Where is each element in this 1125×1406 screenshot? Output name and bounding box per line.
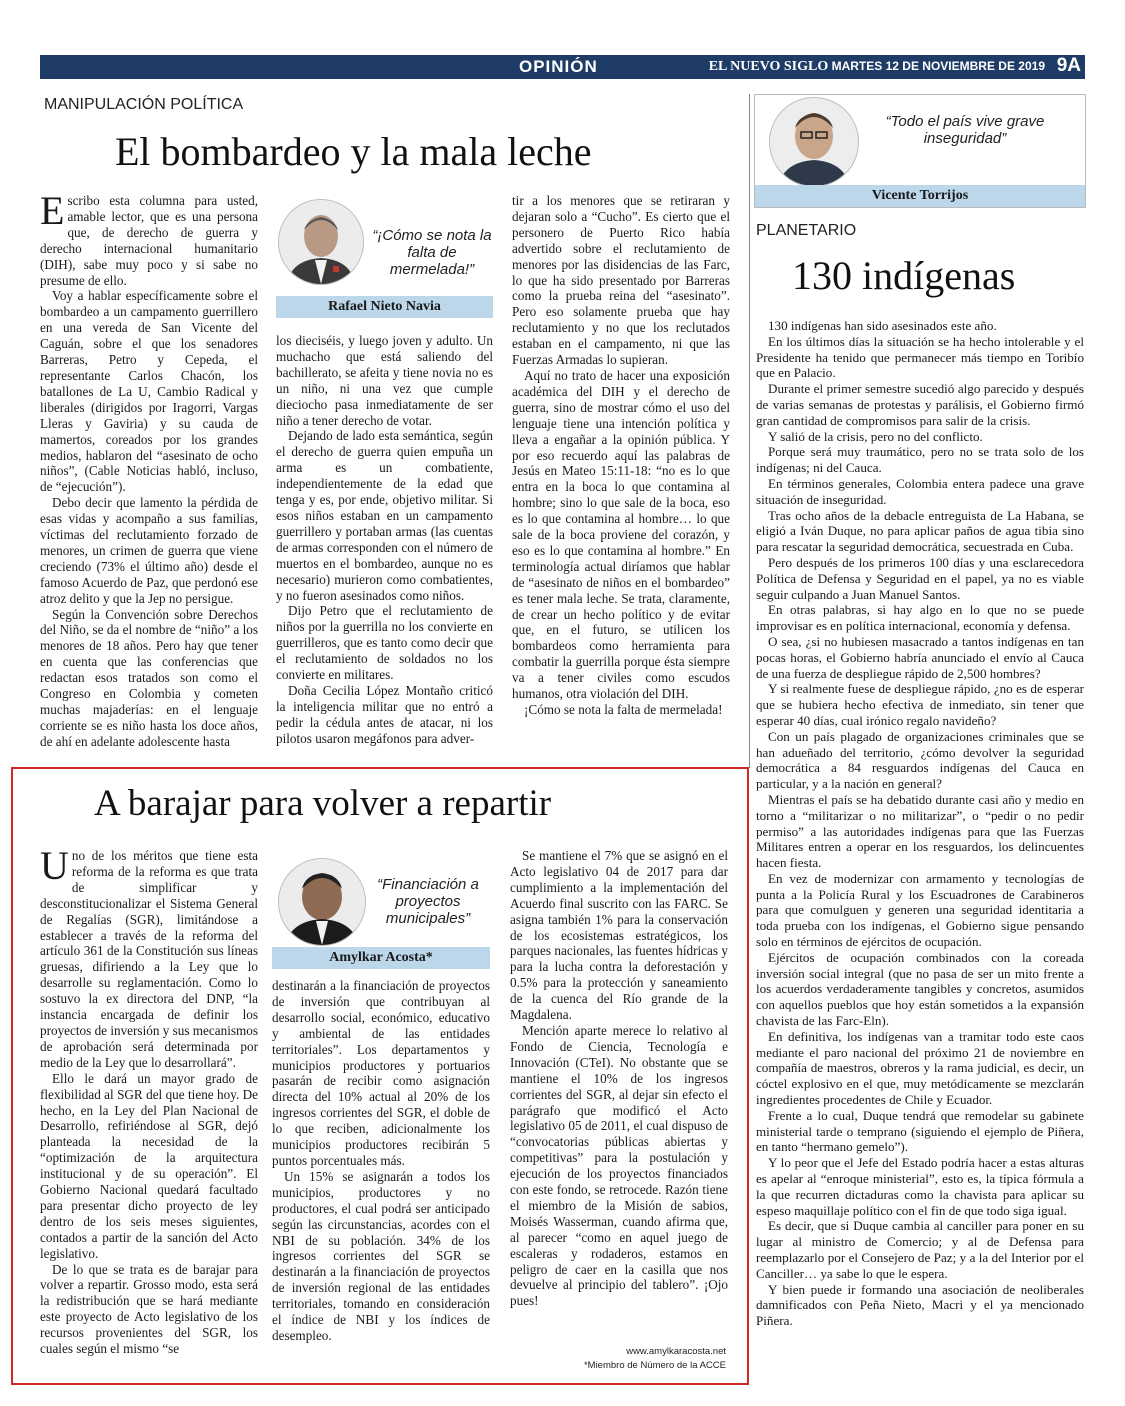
- article3-column-1: [40, 843, 258, 1357]
- column-divider: [749, 94, 750, 768]
- paragraph: Debo decir que lamento la pérdida de esas vidas y acompaño a sus familias, víctimas del reclutamiento forzado de menores, un crimen de guerra que viene creciendo (73% el último año) desde el famoso Acuerdo de Paz, que perdonó ese atroz delito y que la Jep no persigue.: [40, 495, 258, 606]
- paragraph: no de los méritos que tiene esta reforma de la reforma es que trata de simplificar y desconstitucionalizar el Sistema General de Regalías (SGR), limitándose a establecer a través de la reforma del artículo 361 de la Constitución sus líneas gruesas, difiriendo a la Ley que lo desarrolle su reglamentación. Como lo sostuvo la ex directora del DNP, “la instancia encargada de definir los proyectos de inversión y sus mecanismos de aprobación será determinada por medio de la Ley que lo desarrollará”.: [40, 848, 258, 1070]
- paragraph: Y bien puede ir formando una asociación de neoliberales damnificados con Peña Nieto, Macri y el ya mencionado Piñera.: [756, 1281, 1084, 1329]
- paragraph: Durante el primer semestre sucedió algo parecido y después de varias semanas de protestas y parálisis, el Gobierno firmó gran cantidad de compromisos para salir de la crisis.: [756, 381, 1084, 428]
- paragraph: Pero después de los primeros 100 días y una esclarecedora Política de Defensa y Seguridad en el papel, ya no es viable seguir culpando a Juan Manuel Santos.: [756, 554, 1084, 602]
- article1-column-2: [276, 333, 493, 747]
- paragraph: En vez de modernizar con armamento y tecnologías de punta a la Policía Rural y los Escuadrones de Carabineros para que comulguen y generen una seguridad identitaria a toda prueba con los indígenas, el Gobierno sigue pensando solo en términos de ejércitos de ocupación.: [756, 870, 1084, 950]
- article2-pull-quote: “Todo el país vive grave inseguridad”: [885, 113, 1045, 147]
- paragraph: Porque será muy traumático, pero no se trata solo de los indígenas; ni del Cauca.: [756, 444, 1084, 476]
- article2-pull-quote-box: [754, 94, 1086, 208]
- section-title: OPINIÓN: [519, 57, 598, 76]
- paragraph: Tras ocho años de la debacle entreguista de La Habana, se eligió a Iván Duque, no para aplicar paños de agua tibia sino para rescatar la seguridad democrática, secuestrada en Cuba.: [756, 507, 1084, 555]
- article1-headline: El bombardeo y la mala leche: [115, 129, 592, 174]
- article2-author-name: Vicente Torrijos: [755, 185, 1085, 207]
- author-photo-vicente: [769, 97, 859, 187]
- article1-dropcap: E: [40, 188, 65, 233]
- paragraph: Frente a lo cual, Duque tendrá que remodelar su gabinete ministerial tarde o temprano (siguiendo el ejemplo de Piñera, en tanto “hermano gemelo”).: [756, 1107, 1084, 1155]
- paragraph: Voy a hablar específicamente sobre el bombardeo a un campamento guerrillero en una vereda de San Vicente del Caguán, sobre el que los senadores Barreras, Petro y Cepeda, el representante Carlos Chacón, los batallones de La U, Cambio Radical y liberales (dirigidos por Iragorri, Vargas Lleras y Gaviria) y su cauda de mamertos, coreados por los grandes medios, hablaron del “asesinato de ocho niños”, (Cable Noticias habló, incluso, de “ejecución”).: [40, 288, 258, 495]
- article1-kicker: MANIPULACIÓN POLÍTICA: [44, 96, 244, 113]
- paragraph: Ejércitos de ocupación combinados con la coreada inversión social integral (que no pasa de ser un mito frente a los acuerdos verdaderamente tangibles y concretos, asumidos con aquellos pueblos que hoy están sometidos a la expansión chavista de las Farc-Eln).: [756, 949, 1084, 1029]
- paragraph: Es decir, que si Duque cambia al canciller para poner en su lugar al ministro de Comercio; y al de Defensa para reemplazarlo por el Consejero de Paz; y a la del Interior por el Canciller… ya sabe lo que le espera.: [756, 1218, 1084, 1281]
- page-number: 9A: [1056, 55, 1081, 76]
- article2-kicker: PLANETARIO: [756, 222, 857, 239]
- paragraph: Según la Convención sobre Derechos del Niño, se da el nombre de “niño” a los menores de 18 años. Pero hay que tener en cuenta que las conferencias que redactan esos tratados son como el Congreso en Colombia y cometen muchas majaderías: en el lenguaje corriente se es niño hasta los doce años, de ahí en adelante adolescente hasta: [40, 606, 258, 749]
- article1-pull-quote: “¡Cómo se nota la falta de mermelada!”: [372, 227, 492, 278]
- author-photo-amylkar: [278, 858, 366, 946]
- article3-headline: A barajar para volver a repartir: [94, 783, 552, 824]
- paragraph: En términos generales, Colombia entera padece una grave situación de inseguridad.: [756, 475, 1084, 507]
- paragraph: Mientras el país se ha debatido durante casi año y medio en torno a “militarizar o no militarizar”, o “pedir o no pedir permiso” a las autoridades indígenas para que las Fuerzas Militares entren a operar en los resguardos, los delincuentes hacen fiesta.: [756, 791, 1084, 871]
- article2-headline: 130 indígenas: [792, 253, 1016, 298]
- article3-column-3: [510, 848, 728, 1309]
- paragraph: ¡Cómo se nota la falta de mermelada!: [524, 702, 723, 717]
- page-header-bar: [40, 55, 1085, 79]
- newspaper-logo: EL NUEVO SIGLO: [708, 59, 829, 74]
- paragraph: Ello le dará un mayor grado de flexibilidad al SGR del que tiene hoy. De hecho, en la Ley del Plan Nacional de Desarrollo, refiriéndose al SGR, dejó planteada la necesidad de la “optimización de la arquitectura institucional y de su operación”. El Gobierno Nacional quedará facultado para presentar dicho proyecto de ley dentro de los seis meses siguientes, contados a partir de la sanción del Acto legislativo.: [40, 1070, 258, 1261]
- paragraph: 130 indígenas han sido asesinados este año.: [768, 318, 997, 333]
- paragraph: O sea, ¿si no hubiesen masacrado a tantos indígenas en tan pocas horas, el Gobierno habría anunciado el envío al Cauca de una fuerza de despliegue rápido de 2,500 hombres?: [756, 633, 1084, 681]
- article1-column-3: [512, 193, 730, 718]
- paragraph: Un 15% se asignarán a todos los municipios, productores y no productores, el cual podrá ser anticipado según las circunstancias, acordes con el NBI de su población. 34% de los ingresos corrientes del SGR se destinarán a la financiación de proyectos de inversión regional de las entidades territoriales, tomando en consideración el índice de NBI y los índices de desempleo.: [272, 1168, 490, 1343]
- article1-column-1: [40, 188, 258, 750]
- article3-pull-quote: “Financiación a proyectos municipales”: [377, 876, 479, 927]
- paragraph: En definitiva, los indígenas van a tramitar todo este caos mediante el paro nacional del próximo 21 de noviembre en compañía de maestros, obreros y la rama judicial, es decir, un cóctel explosivo en el que, muy metódicamente se mezclarán ingredientes procedentes de Chile y Ecuador.: [756, 1028, 1084, 1108]
- paragraph: Aquí no trato de hacer una exposición académica del DIH y el derecho de guerra, sino de mostrar cómo el uso del lenguaje tiene una intención política y lleva a engañar a la opinión pública. Y por eso recuerdo aquí las palabras de Jesús en Mateo 15:11-18: “no es lo que entra en la boca lo que contamina al hombre; sino lo que sale de la boca, eso es lo que contamina al hombre… lo que sale de la boca proviene del corazón, y eso es lo que contamina al hombre.” En terminología actual diríamos que hablar de “asesinato de niños en el bombardeo” es tener mala leche. Se trata, claramente, de crear un hecho político y de evitar que, en el futuro, se utilicen los bombardeos como herramienta para combatir la guerrilla porque ésta siempre va a tener civiles como escudos humanos, otra violación del DIH.: [512, 367, 730, 702]
- paragraph: Y si realmente fuese de despliegue rápido, ¿no es de esperar que se hubiera hecho efectiva de inmediato, sin tener que esperar 40 días, cual irónico regalo navideño?: [756, 681, 1084, 728]
- paragraph: Dijo Petro que el reclutamiento de niños por la guerrilla no los convierte en guerrilleros, que es tanto como decir que el reclutamiento de soldados no los convierte en militares.: [276, 603, 493, 683]
- article3-footnote: *Miembro de Número de la ACCE: [583, 1360, 726, 1371]
- paragraph: scribo esta columna para usted, amable lector, que es una persona que, de derecho de guerra y derecho internacional humanitario (DIH), sabe muy poco y si sabe no presume de ello.: [40, 193, 258, 288]
- article3-author-name: Amylkar Acosta*: [272, 947, 490, 969]
- paragraph: Con un país plagado de organizaciones criminales que se han adueñado del territorio, ¿cómo devolver la seguridad democrática a 84 resguardos indígenas del Cauca en particular, y a la nación en general?: [756, 728, 1084, 792]
- newspaper-name-date: [709, 59, 1045, 75]
- paragraph: destinarán a la financiación de proyectos de inversión que contribuyan al desarrollo social, económico, educativo y ambiental de las entidades territoriales”. Los departamentos y municipios productores y portuarios pasarán de recibir como asignación directa del 10% actual al 20% de los ingresos corrientes del SGR, el doble de lo que reciben, adicionalmente los municipios productores recibirán 5 puntos porcentuales más.: [272, 978, 490, 1168]
- paragraph: En otras palabras, si hay algo en lo que no se puede improvisar es en política internacional, economía y defensa.: [756, 602, 1084, 634]
- paragraph: tir a los menores que se retiraran y dejaran solo a “Cucho”. Es cierto que el personero de Puerto Rico había advertido sobre el reclutamiento de menores por las disidencias de las Farc, lo que ha sido presentado por Barreras como la prueba reina del “asesinato”. Pero eso solamente prueba que hay reclutamiento y no que los reclutados estaban en el campamento, ni que las Fuerzas Armadas lo supieran.: [512, 193, 730, 368]
- paragraph: Se mantiene el 7% que se asignó en el Acto legislativo 04 de 2017 para dar cumplimiento a la implementación del Acuerdo final suscrito con las FARC. Se asigna también 1% para la conservación de los ecosistemas estratégicos, los parques nacionales, las fuentes hídricas y para la lucha contra la deforestación y 0.5% para la protección y saneamiento de la cuenca del Río grande de la Magdalena.: [510, 848, 728, 1023]
- paragraph: En los últimos días la situación se ha hecho intolerable y el Presidente ha tenido que permanecer más tiempo en Toribío que en Palacio.: [756, 333, 1084, 381]
- article3-pull-quote-box: [272, 854, 490, 970]
- paragraph: De lo que se trata es de barajar para volver a repartir. Grosso modo, esta será la redistribución que se hará mediante este proyecto de Acto legislativo de los recursos provenientes del SGR, los cuales según el mismo “se: [40, 1261, 258, 1357]
- issue-date: MARTES 12 DE NOVIEMBRE DE 2019: [831, 59, 1045, 73]
- article3-dropcap: U: [40, 843, 69, 888]
- paragraph: Y lo peor que el Jefe del Estado podría hacer a estas alturas es apelar al “enroque ministerial”, esto es, la típica fórmula a la que recurren dictaduras como la chavista para aplicar su espeso maquillaje político con el fin de que todo siga igual.: [756, 1155, 1084, 1218]
- paragraph: Mención aparte merece lo relativo al Fondo de Ciencia, Tecnología e Innovación (CTeI). No obstante que se mantiene el 10% de los ingresos corrientes del SGR, al dejar sin efecto el parágrafo que modificó el Acto legislativo 05 de 2011, el cual dispuso de “convocatorias públicas abiertas y competitivas” para la postulación y ejecución de los proyectos financiados con este fondo, se retrocede. Razón tiene el miembro de la Misión de sabios, Moisés Wasserman, cuando afirma que, al parecer “como en aquel juego de escaleras y rodaderos, estamos en peligro de caer en la casilla que nos devuelve al principio del tablero”. ¡Ojo pues!: [510, 1022, 728, 1309]
- article3-column-2: [272, 978, 490, 1344]
- author-photo-rafael: [278, 199, 364, 285]
- paragraph: los dieciséis, y luego joven y adulto. Un muchacho que está saliendo del bachillerato, se afeita y tiene novia no es un niño, ni una vez que cumple dieciocho pasa inmediatamente de ser niño a tener derecho de votar.: [276, 333, 493, 428]
- paragraph: Y salió de la crisis, pero no del conflicto.: [768, 428, 983, 444]
- article2-body: [756, 318, 1084, 1329]
- article3-website: www.amylkaracosta.net: [626, 1346, 726, 1357]
- article1-author-name: Rafael Nieto Navia: [276, 296, 493, 318]
- article1-pull-quote-box: [276, 197, 493, 319]
- paragraph: Dejando de lado esta semántica, según el derecho de guerra quien empuña un arma es un combatiente, independientemente de la edad que tenga y es, por ende, objetivo militar. Si esos niños estaban en un campamento guerrillero y portaban armas (las cuentas de armas corresponden con el número de muertos en el bombardeo, aunque no es necesario) murieron como combatientes, y no fueron asesinados como niños.: [276, 428, 493, 603]
- paragraph: Doña Cecilia López Montaño criticó la inteligencia militar que no entró a pedir la cédula antes de atacar, ni los pilotos usaron megáfonos para adver-: [276, 682, 493, 746]
